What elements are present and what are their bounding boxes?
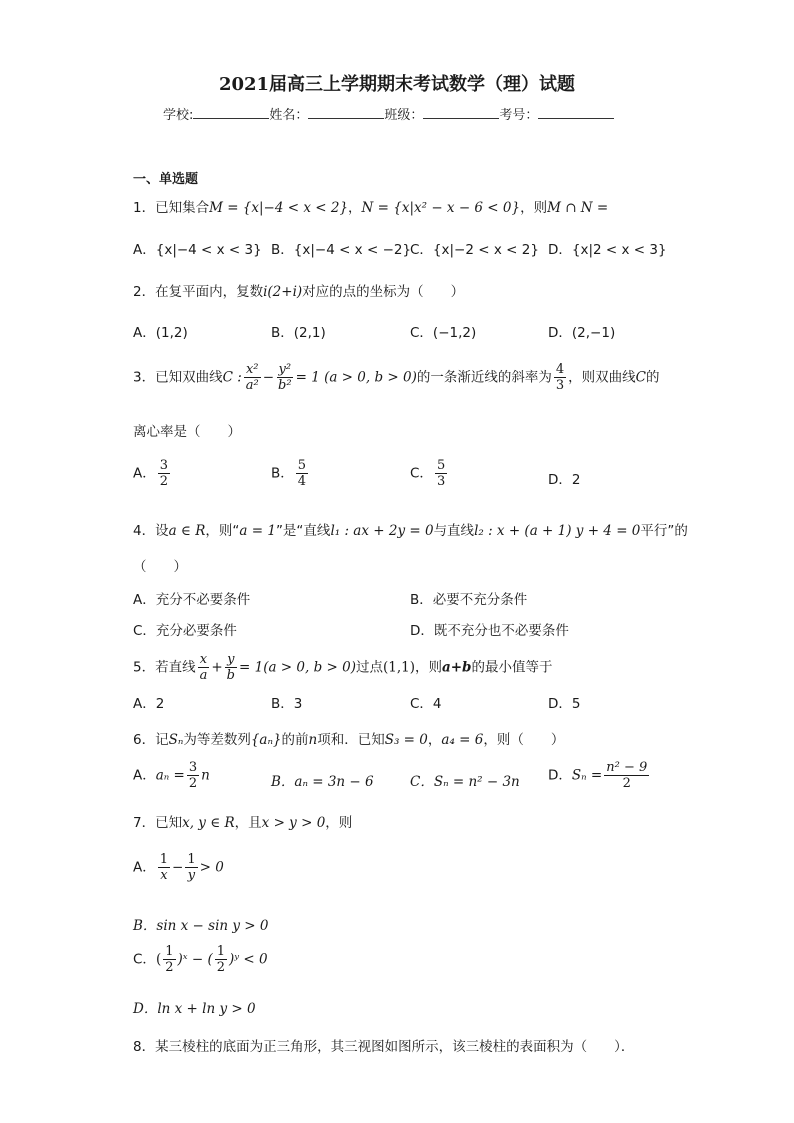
q4-line2: （ ）: [133, 559, 187, 575]
q6-opt-a-den: 2: [188, 776, 198, 791]
q4-option-b[interactable]: B．必要不充分条件: [410, 592, 528, 608]
q2-option-d[interactable]: D．(2,−1): [548, 325, 616, 341]
q6-option-a[interactable]: [133, 760, 210, 791]
q7-ineq: x > y > 0: [261, 815, 326, 831]
q6-s3: S₃ = 0: [384, 732, 428, 748]
question-1: [133, 196, 608, 216]
q6-tail: ，则（ ）: [483, 732, 565, 748]
q6-sn: Sₙ: [168, 732, 184, 748]
q5-option-a[interactable]: A．2: [133, 696, 165, 712]
q3-opt-b-den: 4: [297, 474, 307, 489]
q3-frac-x-num: x²: [245, 362, 259, 377]
school-label: 学校:: [163, 108, 194, 123]
q3-frac-x: [244, 362, 261, 393]
q3-opt-a-num: 3: [159, 458, 169, 473]
q2-prefix: 2．在复平面内，复数: [133, 284, 264, 300]
q4-tail: 平行”的: [640, 523, 688, 539]
question-3: [133, 362, 659, 393]
q3-opt-a-label: A．: [133, 465, 156, 482]
school-blank[interactable]: [193, 105, 269, 119]
q6-opt-d-label: D．: [548, 767, 572, 784]
q3-opt-b-frac: [296, 458, 308, 489]
q7-opt-c-n1: 1: [165, 944, 174, 959]
q4-mid2: ”是“直线: [275, 523, 331, 539]
q5-mid2: ，则: [414, 659, 442, 676]
q3-option-a[interactable]: [133, 458, 172, 489]
q3-slope: [554, 362, 566, 393]
q7-opt-a-frac1: [158, 852, 170, 883]
q4-l2: l₂ : x + (a + 1) y + 4 = 0: [474, 523, 641, 539]
q7-opt-c-d2: 2: [216, 960, 226, 975]
q2-expr: i(2+i): [263, 284, 303, 300]
q1-set-n: N = {x|x² − x − 6 < 0}: [361, 200, 521, 216]
q3-c: C: [635, 369, 646, 386]
q3-curve: C :: [222, 369, 242, 386]
q4-prefix: 4．设: [133, 523, 169, 539]
q7-opt-a-frac2: [185, 852, 197, 883]
section-title: 一、单选题: [133, 172, 199, 187]
q3-frac-y: [276, 362, 294, 393]
q1-option-b[interactable]: B．{x|−4 < x < −2}: [271, 242, 412, 258]
exam-title: 2021届高三上学期期末考试数学（理）试题: [218, 74, 576, 95]
q3-opt-a-den: 2: [159, 474, 169, 489]
q3-opt-c-den: 3: [436, 474, 446, 489]
q6-option-b[interactable]: B．aₙ = 3n − 6: [271, 774, 374, 790]
q7-opt-a-n1: 1: [159, 852, 169, 867]
question-4: [133, 519, 688, 539]
q4-l1: l₁ : ax + 2y = 0: [330, 523, 434, 539]
q6-mid3: 项和．已知: [317, 732, 385, 748]
q5-prefix: 5．若直线: [133, 659, 196, 676]
q4-option-c[interactable]: C．充分必要条件: [133, 623, 237, 639]
q7-opt-a-d2: y: [187, 868, 196, 883]
q6-sep: ，: [427, 732, 442, 748]
q6-prefix: 6．记: [133, 732, 169, 748]
q7-option-c[interactable]: [133, 944, 268, 975]
question-5: [133, 652, 552, 683]
q7-opt-c-n2: 1: [216, 944, 226, 959]
q5-eq: = 1(a > 0, b > 0): [239, 659, 356, 676]
q5-frac-x: [198, 652, 210, 683]
q3-opt-c-frac: [435, 458, 447, 489]
q1-sep: ，: [348, 200, 362, 216]
q3-frac-y-num: y²: [278, 362, 292, 377]
q7-mid: ，且: [234, 815, 262, 831]
q7-opt-c-frac2: [215, 944, 227, 975]
q4-option-a[interactable]: A．充分不必要条件: [133, 592, 251, 608]
q3-frac-y-den: b²: [278, 378, 292, 393]
q5-frac-y-num: y: [227, 652, 235, 667]
q6-an: {aₙ}: [250, 732, 282, 748]
q2-option-b[interactable]: B．(2,1): [271, 325, 326, 341]
q7-vars: x, y ∈ R: [182, 815, 235, 831]
q3-option-c[interactable]: [410, 458, 449, 489]
q5-plus: +: [211, 659, 223, 676]
q6-opt-d-den: 2: [622, 776, 631, 791]
q6-opt-d-num: n² − 9: [606, 760, 648, 775]
q5-frac-y: [225, 652, 237, 683]
class-blank[interactable]: [423, 105, 499, 119]
class-label: 班级：: [384, 108, 424, 123]
q6-a4: a₄ = 6: [441, 732, 484, 748]
q2-suffix: 对应的点的坐标为（ ）: [302, 284, 465, 300]
q6-mid2: 的前: [281, 732, 309, 748]
q7-option-b[interactable]: B．sin x − sin y > 0: [133, 918, 269, 934]
q7-opt-c-e2: )ʸ < 0: [229, 951, 268, 968]
q7-opt-c-e1: )ˣ − (: [177, 951, 213, 968]
q6-opt-a-num: 3: [188, 760, 198, 775]
q6-opt-a-label: A．: [133, 767, 156, 784]
q4-a1: a = 1: [239, 523, 276, 539]
q3-option-d[interactable]: D．2: [548, 472, 581, 488]
q6-n: n: [308, 732, 318, 748]
q3-opt-c-label: C．: [410, 465, 433, 482]
q6-option-c[interactable]: C．Sₙ = n² − 3n: [410, 774, 520, 790]
q3-tail: ，则双曲线: [568, 369, 636, 386]
q5-mid: 过点: [355, 659, 383, 676]
q6-opt-a-rhs: n: [201, 767, 210, 784]
q3-prefix: 3．已知双曲线: [133, 369, 223, 386]
q1-set-m: M = {x|−4 < x < 2}: [209, 200, 349, 216]
q5-sum: a+b: [441, 659, 472, 676]
question-2: [133, 280, 464, 300]
q3-option-b[interactable]: [271, 458, 310, 489]
q3-opt-b-num: 5: [297, 458, 307, 473]
q3-slope-num: 4: [555, 362, 565, 377]
q7-opt-a-rhs: > 0: [199, 859, 224, 876]
q5-option-d[interactable]: D．5: [548, 696, 581, 712]
q5-frac-x-num: x: [199, 652, 208, 667]
q7-opt-c-d1: 2: [165, 960, 174, 975]
q3-minus: −: [262, 369, 275, 386]
q1-ask: M ∩ N =: [547, 200, 609, 216]
q4-cond: a ∈ R: [168, 523, 206, 539]
q3-tail2: 的: [645, 369, 660, 386]
q7-tail: ，则: [325, 815, 353, 831]
q5-point: (1,1): [382, 659, 415, 676]
q7-opt-a-label: A．: [133, 859, 156, 876]
q5-option-c[interactable]: C．4: [410, 696, 442, 712]
q6-opt-d-frac: [604, 760, 649, 791]
exam-no-blank[interactable]: [538, 105, 614, 119]
student-info-line: [163, 104, 614, 123]
exam-no-label: 考号：: [499, 108, 539, 123]
q3-opt-b-label: B．: [271, 465, 294, 482]
q7-opt-c-l: (: [155, 951, 162, 968]
q1-option-d[interactable]: D．{x|2 < x < 3}: [548, 242, 667, 258]
q4-mid3: 与直线: [433, 523, 475, 539]
q5-tail: 的最小值等于: [471, 659, 553, 676]
q3-mid: 的一条渐近线的斜率为: [416, 369, 552, 386]
name-blank[interactable]: [308, 105, 384, 119]
q1-suffix: ，则: [520, 200, 548, 216]
q3-opt-c-num: 5: [436, 458, 446, 473]
q7-opt-a-n2: 1: [187, 852, 196, 867]
q2-option-c[interactable]: C．(−1,2): [410, 325, 477, 341]
q7-opt-c-frac1: [163, 944, 175, 975]
question-7: [133, 811, 352, 831]
q7-opt-a-d1: x: [160, 868, 168, 883]
q6-opt-d-lhs: Sₙ =: [571, 767, 603, 784]
q7-prefix: 7．已知: [133, 815, 183, 831]
q3-line2: 离心率是（ ）: [133, 424, 241, 440]
q5-option-b[interactable]: B．3: [271, 696, 303, 712]
q4-option-d[interactable]: D．既不充分也不必要条件: [410, 623, 569, 639]
q4-mid1: ，则“: [205, 523, 240, 539]
q3-slope-den: 3: [555, 378, 565, 393]
q7-option-a[interactable]: [133, 852, 224, 883]
q1-prefix: 1．已知集合: [133, 200, 210, 216]
q6-opt-a-frac: [187, 760, 199, 791]
q3-eq: = 1 (a > 0, b > 0): [295, 369, 417, 386]
q3-frac-x-den: a²: [245, 378, 259, 393]
q1-option-c[interactable]: C．{x|−2 < x < 2}: [410, 242, 539, 258]
q1-option-a[interactable]: A．{x|−4 < x < 3}: [133, 242, 262, 258]
q6-mid: 为等差数列: [183, 732, 251, 748]
q7-option-d[interactable]: D．ln x + ln y > 0: [133, 1001, 256, 1017]
q7-opt-c-label: C．: [133, 951, 156, 968]
q6-option-d[interactable]: [548, 760, 651, 791]
q5-frac-x-den: a: [199, 668, 208, 683]
q6-opt-a-lhs: aₙ =: [155, 767, 185, 784]
q5-frac-y-den: b: [226, 668, 235, 683]
q7-opt-a-minus: −: [172, 859, 184, 876]
question-6: [133, 728, 564, 748]
q3-opt-a-frac: [158, 458, 170, 489]
q2-option-a[interactable]: A．(1,2): [133, 325, 188, 341]
question-8: 8．某三棱柱的底面为正三角形，其三视图如图所示，该三棱柱的表面积为（ ）．: [133, 1039, 635, 1055]
name-label: 姓名：: [269, 108, 309, 123]
